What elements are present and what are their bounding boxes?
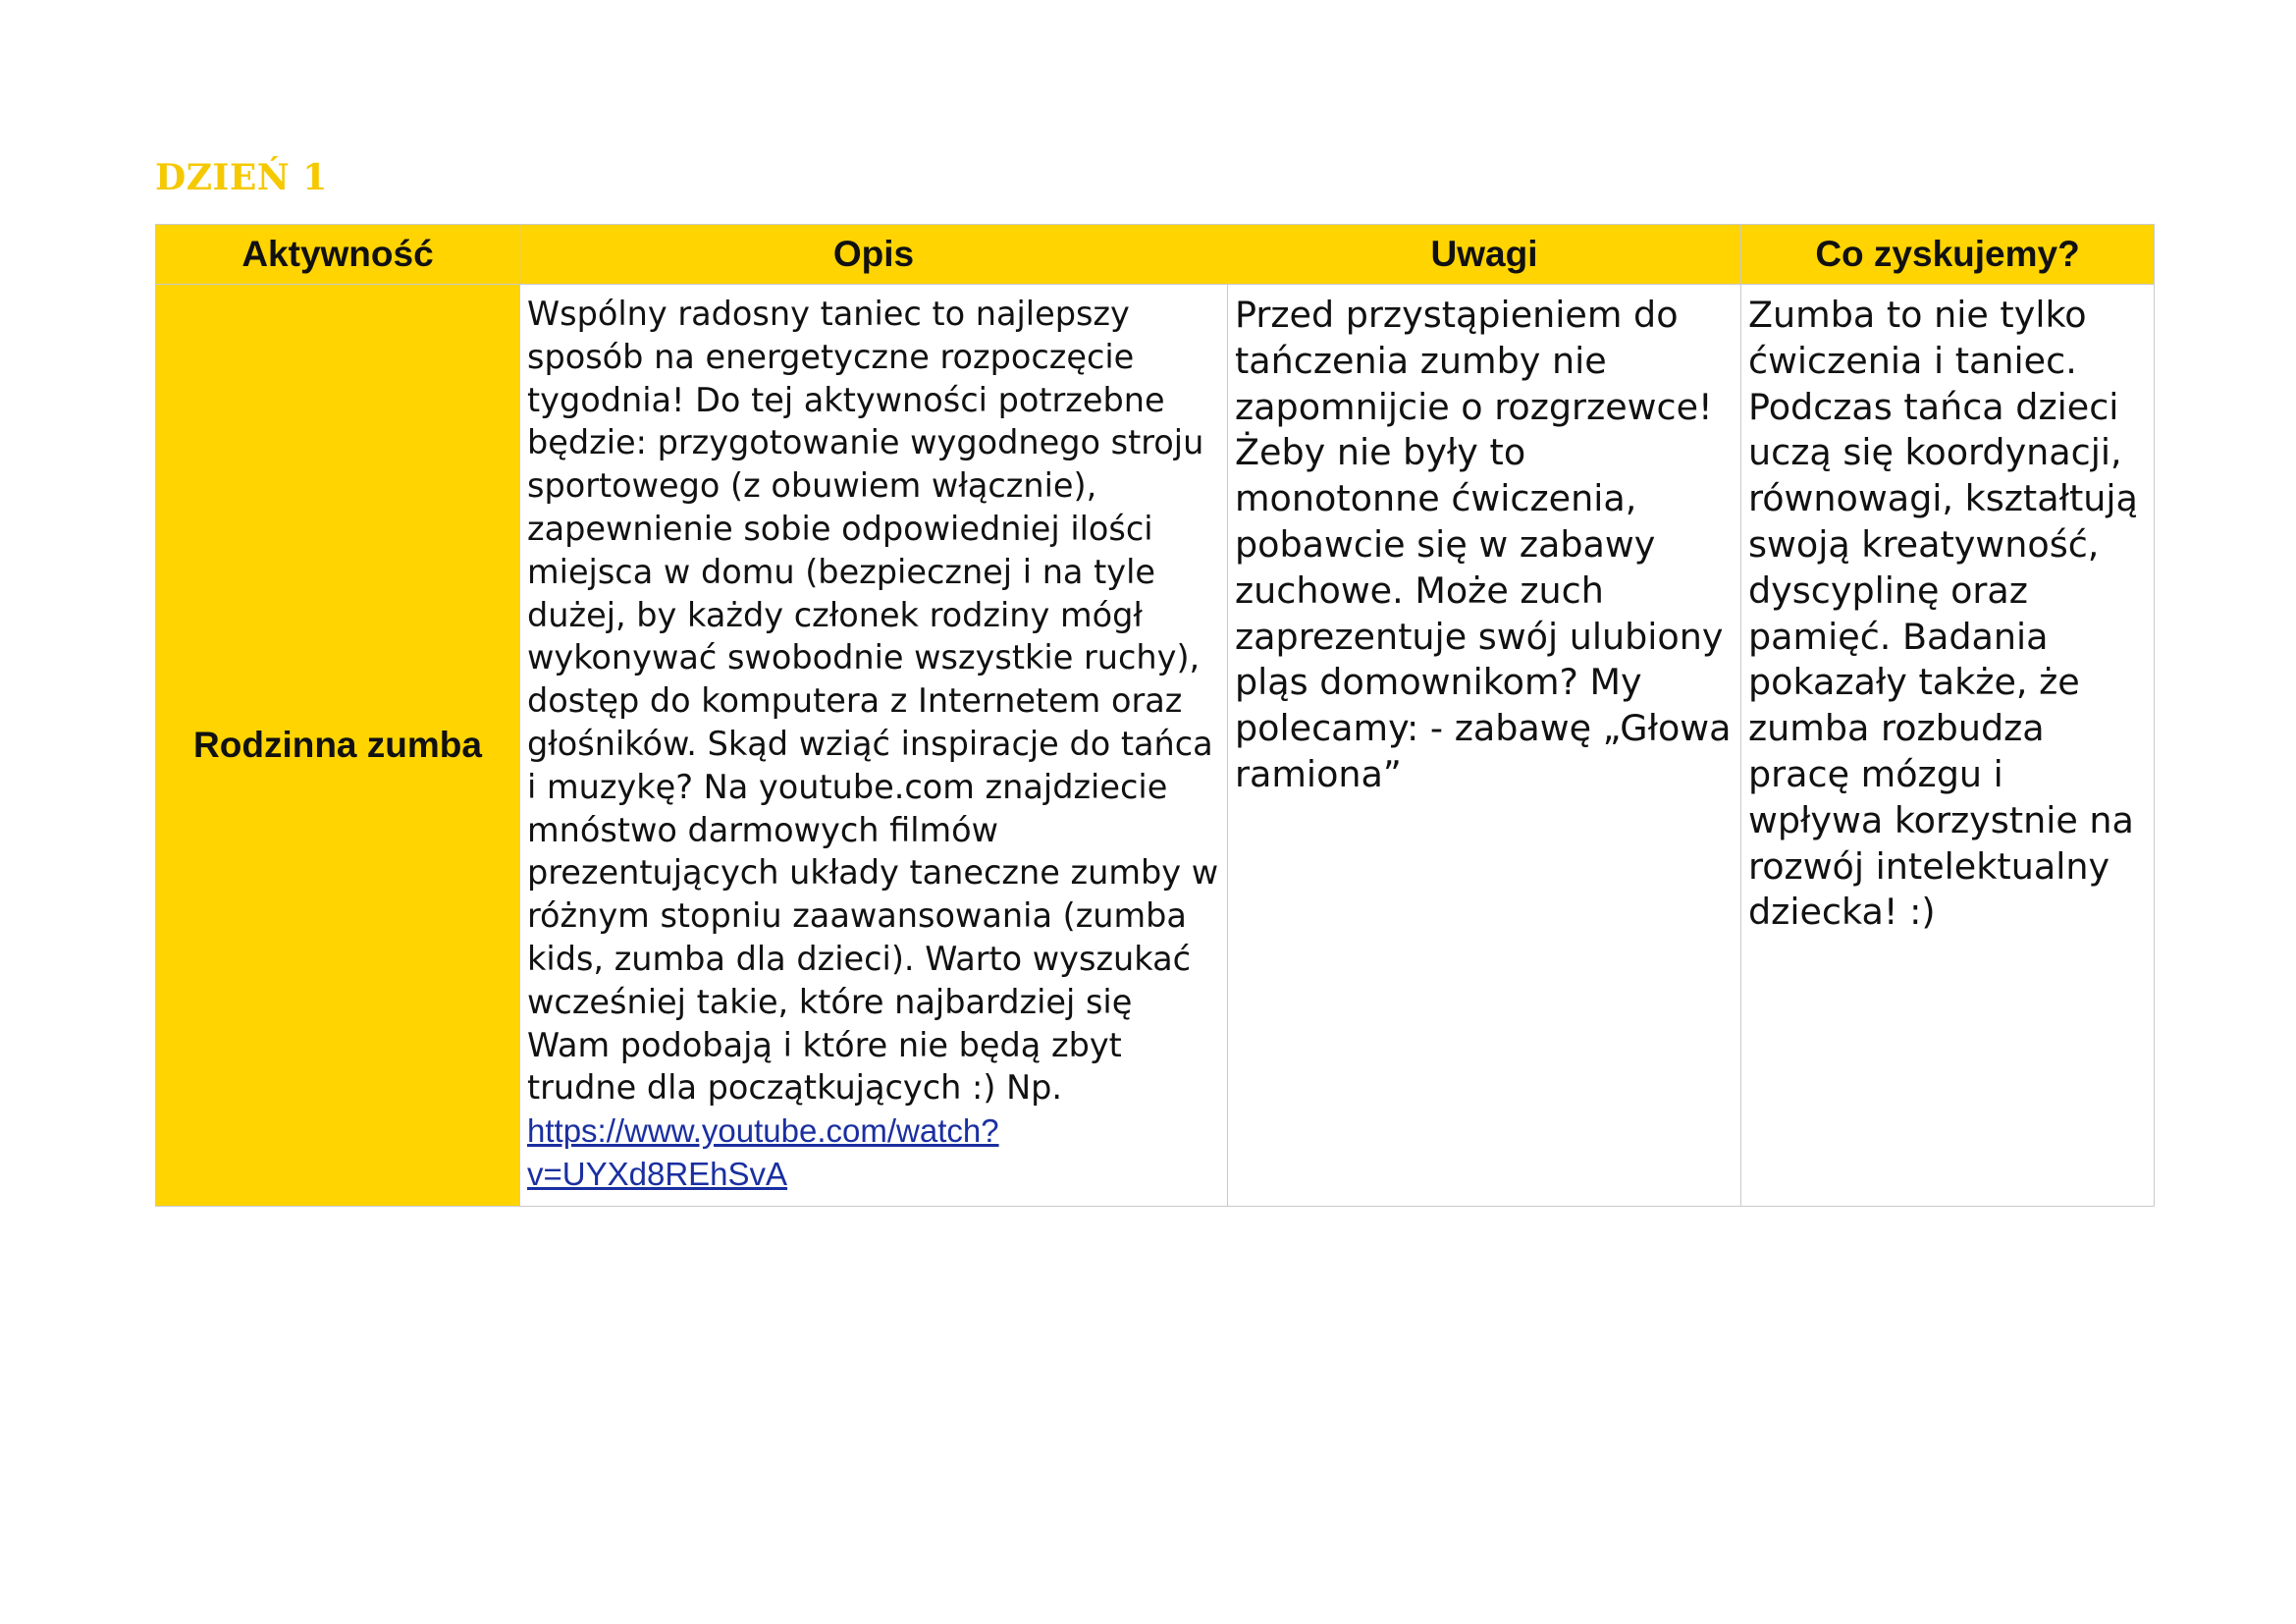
- header-activity: Aktywność: [156, 225, 520, 285]
- description-cell: [520, 285, 1228, 1207]
- example-prefix: Np.: [1006, 1068, 1063, 1108]
- notes-cell: Przed przystąpieniem do tańczenia zumby nie zapomnijcie o rozgrzewce! Żeby nie były to monotonne ćwiczenia, pobawcie się w zabawy zuchowe. Może zuch zaprezentuje swój ulubiony pląs domownikom? My polecamy: - zabawę „Głowa ramiona”: [1228, 285, 1741, 1207]
- table-row: [156, 285, 2155, 1207]
- header-notes: Uwagi: [1228, 225, 1741, 285]
- gains-cell: Zumba to nie tylko ćwiczenia i taniec. Podczas tańca dzieci uczą się koordynacji, równowagi, kształtują swoją kreatywność, dyscyplinę oraz pamięć. Badania pokazały także, że zumba rozbudza pracę mózgu i wpływa korzystnie na rozwój intelektualny dziecka! :): [1741, 285, 2155, 1207]
- day-title: DZIEŃ 1: [155, 157, 328, 198]
- description-text: Wspólny radosny taniec to najlepszy sposób na energetyczne rozpoczęcie tygodnia! Do tej aktywności potrzebne będzie: przygotowanie wygodnego stroju sportowego (z obuwiem włącznie), zapewnienie sobie odpowiedniej ilości miejsca w domu (bezpiecznej i na tyle dużej, by każdy członek rodziny mógł wykonywać swobodnie wszystkie ruchy), dostęp do komputera z Internetem oraz głośników. Skąd wziąć inspiracje do tańca i muzykę? Na youtube.com znajdziecie mnóstwo darmowych filmów prezentujących układy taneczne zumby w różnym stopniu zaawansowania (zumba kids, zumba dla dzieci). Warto wyszukać wcześniej takie, które najbardziej się Wam podobają i które nie będą zbyt trudne dla początkujących :): [527, 295, 1219, 1108]
- youtube-link[interactable]: https://www.youtube.com/watch?v=UYXd8REhSvA: [527, 1112, 999, 1192]
- table-header-row: [156, 225, 2155, 285]
- activity-cell: Rodzinna zumba: [156, 285, 520, 1207]
- activity-table: [155, 224, 2155, 1207]
- header-description: Opis: [520, 225, 1228, 285]
- header-gains: Co zyskujemy?: [1741, 225, 2155, 285]
